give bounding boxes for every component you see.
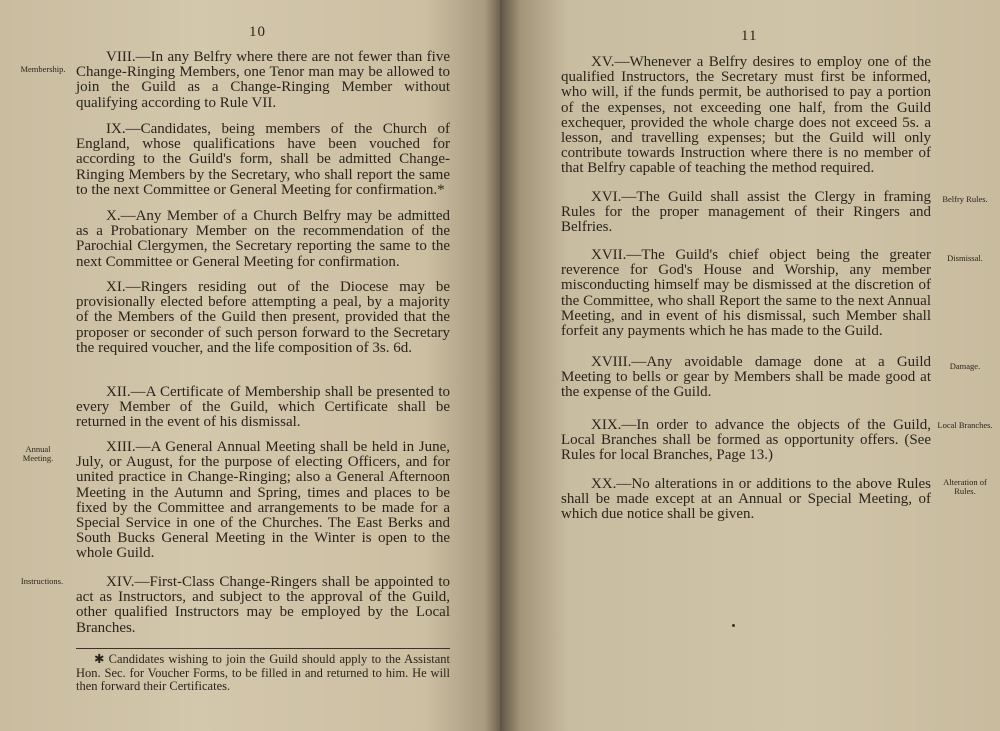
- rule-text: XX.—No alterations in or additions to the above Rules shall be made except at an Annual or Special Meeting, of which due notice shall be given.: [561, 476, 931, 523]
- margin-note-membership: Membership.: [20, 64, 66, 74]
- rule-xvi: [561, 190, 931, 236]
- rule-xviii: [561, 355, 931, 401]
- rule-text: XVI.—The Guild shall assist the Clergy in framing Rules for the proper management of their Ringers and Belfries.: [561, 189, 931, 236]
- margin-note-dismissal: Dismissal.: [947, 253, 983, 263]
- margin-note-annual-meeting: Annual Meeting.: [22, 444, 54, 463]
- margin-note-local-branches: Local Branches.: [937, 420, 993, 430]
- rule-text: IX.—Candidates, being members of the Church of England, whose qualifications have been vouched for according to the Guild's form, shall be admitted Change-Ringing Members by the Secretary, who shall report the same to the next Committee or General Meeting for confirmation.*: [76, 121, 450, 198]
- rule-xv: [561, 55, 931, 177]
- page-number: 10: [249, 24, 266, 40]
- rule-xix: [561, 418, 931, 464]
- rule-viii: [76, 50, 450, 111]
- page-number: 11: [741, 28, 758, 44]
- rule-ix: [76, 122, 450, 198]
- rule-text: VIII.—In any Belfry where there are not fewer than five Change-Ringing Members, one Tenor man may be allowed to join the Guild as a Change-Ringing Member without qualifying according to Rule VII.: [76, 49, 450, 111]
- rule-xx: [561, 477, 931, 523]
- rule-xiv: [76, 575, 450, 636]
- rule-text: XVIII.—Any avoidable damage done at a Guild Meeting to bells or gear by Members shall be made good at the expense of the Guild.: [561, 354, 931, 401]
- rule-text: XIII.—A General Annual Meeting shall be held in June, July, or August, for the purpose of electing Officers, and for united practice in Change-Ringing; also a General Afternoon Meeting in the Autumn and Spring, times and places to be fixed by the Committee and arrangements to be made for a Special Service in one of the Churches. The East Berks and South Bucks General Meeting in the Winter is open to the whole Guild.: [76, 439, 450, 562]
- rule-x: [76, 209, 450, 270]
- footnote: [76, 653, 450, 694]
- footnote-divider: [76, 648, 450, 649]
- rule-text: XI.—Ringers residing out of the Diocese may be provisionally elected before attempting a peal, by a majority of the Members of the Guild then present, provided that the proposer or seconder of such person forward to the Secretary the required voucher, and the life composition of 3s. 6d.: [76, 279, 450, 356]
- rule-text: X.—Any Member of a Church Belfry may be admitted as a Probationary Member on the recommendation of the Parochial Clergymen, the Secretary reporting the same to the next Committee or General Meeting for confirmation.: [76, 208, 450, 270]
- margin-note-alteration-of-rules: Alteration of Rules.: [943, 477, 987, 496]
- rule-xiii: [76, 440, 450, 562]
- rule-text: XVII.—The Guild's chief object being the greater reverence for God's House and Worship, any member misconducting himself may be dismissed at the discretion of the Committee, who shall Report the same to the next Annual Meeting, and in event of his dismissal, such Member shall forfeit any payments which he has made to the Guild.: [561, 247, 931, 340]
- rule-xii: [76, 385, 450, 431]
- margin-note-damage: Damage.: [949, 361, 981, 371]
- margin-note-belfry-rules: Belfry Rules.: [942, 194, 988, 204]
- rule-text: XII.—A Certificate of Membership shall be presented to every Member of the Guild, which Certificate shall be returned in the event of his dismissal.: [76, 384, 450, 431]
- paper-speck: [732, 624, 735, 627]
- right-page: [500, 0, 1000, 731]
- rule-text: XV.—Whenever a Belfry desires to employ one of the qualified Instructors, the Secretary must first be informed, who will, if the funds permit, be authorised to pay a portion of the expenses, not exceeding one half, from the Guild exchequer, provided the whole charge does not exceed 5s. a lesson, and travelling expenses; but the Guild will only contribute towards Instruction where there is no member of that Belfry capable of teaching the method required.: [561, 54, 931, 177]
- rule-xvii: [561, 248, 931, 339]
- footnote-text: ✱ Candidates wishing to join the Guild should apply to the Assistant Hon. Sec. for Voucher Forms, to be filled in and returned to him. He will then forward their Certificates.: [76, 652, 450, 694]
- margin-note-instructions: Instructions.: [20, 576, 64, 586]
- rule-text: XIX.—In order to advance the objects of the Guild, Local Branches shall be formed as opportunity offers. (See Rules for local Branches, Page 13.): [561, 417, 931, 464]
- rule-xi: [76, 280, 450, 356]
- rule-text: XIV.—First-Class Change-Ringers shall be appointed to act as Instructors, and subject to the approval of the Guild, other qualified Instructors may be employed by the Local Branches.: [76, 574, 450, 636]
